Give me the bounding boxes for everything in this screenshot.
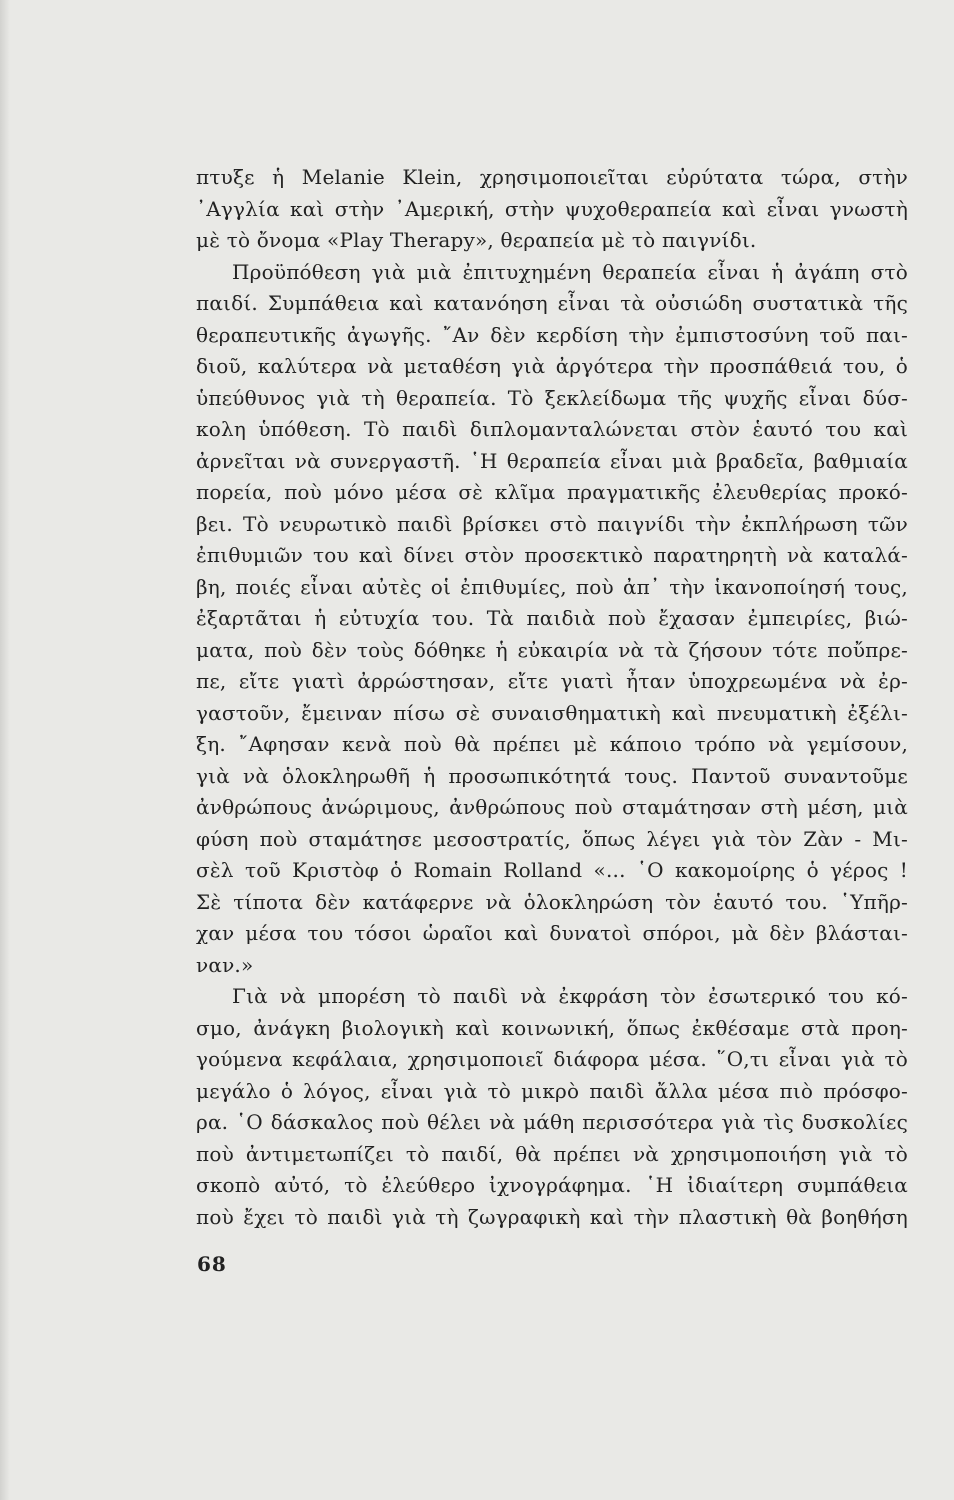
text-line: χαν μέσα του τόσοι ὡραῖοι καὶ δυνατοὶ σπόροι, μὰ δὲν βλάσται- [196, 921, 908, 945]
text-line: σμο, ἀνάγκη βιολογικὴ καὶ κοινωνική, ὅπως ἐκθέσαμε στὰ προη- [196, 1015, 908, 1040]
text-line: ᾿Αγγλία καὶ στὴν ᾿Αμερική, στὴν ψυχοθεραπεία καὶ εἶναι γνωστὴ [196, 196, 908, 221]
text-line: θεραπευτικῆς ἀγωγῆς. ῎Αν δὲν κερδίση τὴν ἐμπιστοσύνη τοῦ παι- [196, 322, 908, 347]
text-line: βει. Τὸ νευρωτικὸ παιδὶ βρίσκει στὸ παιγνίδι τὴν ἐκπλήρωση τῶν [196, 511, 908, 536]
page-edge-shadow [0, 0, 10, 1500]
text-line: γούμενα κεφάλαια, χρησιμοποιεῖ διάφορα μέσα. ῞Ο,τι εἶναι γιὰ τὸ [196, 1047, 908, 1071]
text-line: μεγάλο ὁ λόγος, εἶναι γιὰ τὸ μικρὸ παιδὶ ἄλλα μέσα πιὸ πρόσφο- [196, 1078, 908, 1103]
text-line: ἀνθρώπους ἀνώριμους, ἀνθρώπους ποὺ σταμάτησαν στὴ μέση, μιὰ [196, 795, 908, 819]
text-line: γαστοῦν, ἔμειναν πίσω σὲ συναισθηματικὴ καὶ πνευματικὴ ἐξέλι- [196, 700, 908, 725]
text-line: ρα. ῾Ο δάσκαλος ποὺ θέλει νὰ μάθη περισσότερα γιὰ τὶς δυσκολίες [196, 1110, 908, 1134]
text-line: ξη. ῎Αφησαν κενὰ ποὺ θὰ πρέπει μὲ κάποιο τρόπο νὰ γεμίσουν, [196, 732, 908, 756]
text-line: Προϋπόθεση γιὰ μιὰ ἐπιτυχημένη θεραπεία εἶναι ἡ ἀγάπη στὸ [232, 259, 908, 284]
text-line: Γιὰ νὰ μπορέση τὸ παιδὶ νὰ ἐκφράση τὸν ἐσωτερικό του κό- [232, 984, 908, 1008]
text-line: σὲλ τοῦ Κριστὸφ ὁ Romain Rolland «... ῾Ο κακομοίρης ὁ γέρος ! [196, 858, 908, 882]
body-text [196, 162, 908, 1233]
text-line: ὑπεύθυνος γιὰ τὴ θεραπεία. Τὸ ξεκλείδωμα τῆς ψυχῆς εἶναι δύσ- [196, 385, 908, 410]
text-line: ναν.» [196, 952, 254, 977]
text-line: σκοπὸ αὐτό, τὸ ἐλεύθερο ἰχνογράφημα. ῾Η ἰδιαίτερη συμπάθεια [196, 1173, 908, 1197]
text-line: ποὺ ἔχει τὸ παιδὶ γιὰ τὴ ζωγραφικὴ καὶ τὴν πλαστικὴ θὰ βοηθήση [196, 1204, 908, 1229]
text-line: φύση ποὺ σταμάτησε μεσοστρατίς, ὅπως λέγει γιὰ τὸν Ζὰν - Μι- [196, 826, 908, 851]
text-line: πτυξε ἡ Melanie Klein, χρησιμοποιεῖται εὐρύτατα τώρα, στὴν [196, 165, 908, 189]
text-line: κολη ὑπόθεση. Τὸ παιδὶ διπλομανταλώνεται στὸν ἑαυτό του καὶ [196, 417, 908, 441]
text-line: ἀρνεῖται νὰ συνεργαστῆ. ῾Η θεραπεία εἶναι μιὰ βραδεῖα, βαθμιαία [196, 448, 908, 473]
text-line: ματα, ποὺ δὲν τοὺς δόθηκε ἡ εὐκαιρία νὰ τὰ ζήσουν τότε ποὔπρε- [196, 637, 908, 662]
text-line: βη, ποιές εἶναι αὐτὲς οἱ ἐπιθυμίες, ποὺ ἀπ᾿ τὴν ἱκανοποίησή τους, [196, 574, 908, 599]
text-line: πε, εἴτε γιατὶ ἀρρώστησαν, εἴτε γιατὶ ἦταν ὑποχρεωμένα νὰ ἐρ- [196, 669, 908, 693]
text-line: ἐξαρτᾶται ἡ εὐτυχία του. Τὰ παιδιὰ ποὺ ἔχασαν ἐμπειρίες, βιώ- [196, 606, 908, 630]
text-line: διοῦ, καλύτερα νὰ μεταθέση γιὰ ἀργότερα τὴν προσπάθειά του, ὁ [196, 354, 908, 378]
text-line: μὲ τὸ ὄνομα «Play Therapy», θεραπεία μὲ τὸ παιγνίδι. [196, 228, 757, 252]
text-line: παιδί. Συμπάθεια καὶ κατανόηση εἶναι τὰ οὐσιώδη συστατικὰ τῆς [196, 291, 908, 315]
text-line: πορεία, ποὺ μόνο μέσα σὲ κλῖμα πραγματικῆς ἐλευθερίας προκό- [196, 480, 908, 504]
text-line: ποὺ ἀντιμετωπίζει τὸ παιδί, θὰ πρέπει νὰ χρησιμοποιήση γιὰ τὸ [196, 1141, 908, 1166]
text-line: ἐπιθυμιῶν του καὶ δίνει στὸν προσεκτικὸ παρατηρητὴ νὰ καταλά- [196, 543, 908, 567]
text-line: Σὲ τίποτα δὲν κατάφερνε νὰ ὁλοκληρώση τὸν ἑαυτό του. ῾Υπῆρ- [196, 889, 908, 914]
page-number: 68 [197, 1252, 227, 1276]
text-line: γιὰ νὰ ὁλοκληρωθῆ ἡ προσωπικότητά τους. Παντοῦ συναντοῦμε [196, 763, 908, 788]
